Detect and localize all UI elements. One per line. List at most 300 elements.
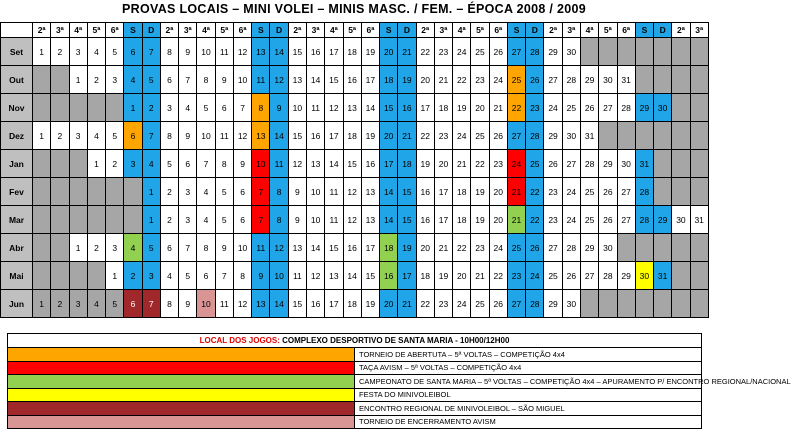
day-cell: 13 (252, 38, 270, 66)
day-cell: 7 (142, 38, 160, 66)
empty-cell (654, 66, 672, 94)
empty-cell (33, 234, 51, 262)
day-cell: 14 (343, 262, 361, 290)
day-cell: 2 (142, 94, 160, 122)
day-cell: 3 (69, 290, 87, 318)
month-label: Out (1, 66, 33, 94)
day-cell: 16 (343, 234, 361, 262)
day-cell: 28 (562, 234, 580, 262)
day-cell: 3 (160, 94, 178, 122)
day-cell: 19 (471, 206, 489, 234)
empty-cell (33, 178, 51, 206)
day-cell: 19 (398, 234, 416, 262)
day-cell: 11 (252, 234, 270, 262)
empty-cell (635, 290, 653, 318)
day-cell: 8 (197, 234, 215, 262)
day-cell: 12 (343, 178, 361, 206)
day-cell: 2 (87, 234, 105, 262)
day-cell: 1 (69, 66, 87, 94)
day-cell: 19 (471, 178, 489, 206)
day-cell: 9 (288, 178, 306, 206)
day-cell: 16 (306, 290, 324, 318)
day-cell: 12 (270, 234, 288, 262)
weekday-header: 3ª (51, 23, 69, 38)
day-cell: 27 (507, 290, 525, 318)
weekday-header: 4ª (580, 23, 598, 38)
empty-cell (690, 150, 708, 178)
day-cell: 11 (215, 290, 233, 318)
day-cell: 17 (325, 38, 343, 66)
day-cell: 27 (599, 94, 617, 122)
month-label: Nov (1, 94, 33, 122)
month-label: Jan (1, 150, 33, 178)
day-cell: 24 (453, 38, 471, 66)
empty-cell (33, 206, 51, 234)
day-cell: 14 (361, 94, 379, 122)
day-cell: 28 (562, 66, 580, 94)
day-cell: 31 (617, 66, 635, 94)
day-cell: 26 (580, 94, 598, 122)
day-cell: 4 (197, 178, 215, 206)
weekday-header: S (252, 23, 270, 38)
day-cell: 23 (471, 234, 489, 262)
empty-cell (51, 234, 69, 262)
empty-cell (106, 178, 124, 206)
day-cell: 10 (197, 122, 215, 150)
day-cell: 20 (416, 234, 434, 262)
day-cell: 10 (306, 178, 324, 206)
day-cell: 29 (617, 262, 635, 290)
day-cell: 6 (233, 178, 251, 206)
day-cell: 20 (471, 94, 489, 122)
day-cell: 24 (562, 178, 580, 206)
day-cell: 20 (380, 290, 398, 318)
day-cell: 8 (197, 66, 215, 94)
empty-cell (580, 290, 598, 318)
day-cell: 10 (288, 94, 306, 122)
empty-cell (51, 178, 69, 206)
day-cell: 5 (160, 150, 178, 178)
day-cell: 9 (179, 122, 197, 150)
day-cell: 13 (252, 290, 270, 318)
day-cell: 29 (544, 122, 562, 150)
day-cell: 31 (635, 150, 653, 178)
day-cell: 17 (416, 94, 434, 122)
weekday-header: S (635, 23, 653, 38)
weekday-header: D (654, 23, 672, 38)
empty-cell (87, 94, 105, 122)
day-cell: 1 (142, 178, 160, 206)
day-cell: 19 (416, 150, 434, 178)
day-cell: 14 (380, 178, 398, 206)
day-cell: 17 (398, 262, 416, 290)
day-cell: 6 (124, 122, 142, 150)
day-cell: 6 (197, 262, 215, 290)
day-cell: 14 (380, 206, 398, 234)
day-cell: 11 (325, 178, 343, 206)
day-cell: 23 (507, 262, 525, 290)
day-cell: 17 (434, 178, 452, 206)
month-row (1, 66, 709, 94)
day-cell: 19 (361, 38, 379, 66)
day-cell: 15 (398, 178, 416, 206)
day-cell: 21 (489, 94, 507, 122)
empty-cell (580, 38, 598, 66)
day-cell: 9 (179, 38, 197, 66)
day-cell: 22 (453, 234, 471, 262)
day-cell: 1 (124, 94, 142, 122)
day-cell: 14 (306, 66, 324, 94)
weekday-header: 2ª (33, 23, 51, 38)
weekday-header: D (142, 23, 160, 38)
legend-text: TORNEIO DE ENCERRAMENTO AVISM (355, 415, 702, 429)
day-cell: 6 (160, 234, 178, 262)
day-cell: 22 (526, 206, 544, 234)
day-cell: 25 (544, 262, 562, 290)
empty-cell (654, 38, 672, 66)
empty-cell (654, 234, 672, 262)
weekday-header: D (526, 23, 544, 38)
day-cell: 31 (690, 206, 708, 234)
day-cell: 14 (270, 38, 288, 66)
header-corner (1, 23, 33, 38)
day-cell: 28 (580, 150, 598, 178)
empty-cell (106, 206, 124, 234)
day-cell: 1 (142, 206, 160, 234)
legend-text: ENCONTRO REGIONAL DE MINIVOLEIBOL – SÃO MIGUEL (355, 402, 702, 416)
day-cell: 14 (306, 234, 324, 262)
empty-cell (635, 38, 653, 66)
day-cell: 26 (526, 234, 544, 262)
day-cell: 3 (69, 122, 87, 150)
day-cell: 18 (453, 206, 471, 234)
day-cell: 5 (106, 38, 124, 66)
empty-cell (599, 290, 617, 318)
day-cell: 22 (507, 94, 525, 122)
day-cell: 12 (233, 38, 251, 66)
empty-cell (51, 150, 69, 178)
day-cell: 23 (544, 206, 562, 234)
day-cell: 26 (526, 66, 544, 94)
day-cell: 21 (434, 66, 452, 94)
empty-cell (106, 94, 124, 122)
day-cell: 9 (270, 94, 288, 122)
day-cell: 27 (580, 262, 598, 290)
day-cell: 21 (507, 206, 525, 234)
day-cell: 27 (507, 38, 525, 66)
legend-text: TAÇA AVISM – 5ª VOLTAS – COMPETIÇÃO 4x4 (355, 361, 702, 375)
empty-cell (690, 234, 708, 262)
empty-cell (690, 290, 708, 318)
day-cell: 6 (179, 150, 197, 178)
day-cell: 30 (599, 66, 617, 94)
day-cell: 5 (142, 66, 160, 94)
day-cell: 10 (197, 38, 215, 66)
day-cell: 16 (398, 94, 416, 122)
weekday-header: D (270, 23, 288, 38)
day-cell: 17 (325, 122, 343, 150)
legend-item (8, 375, 702, 389)
day-cell: 28 (599, 262, 617, 290)
day-cell: 21 (398, 122, 416, 150)
day-cell: 21 (398, 38, 416, 66)
weekday-header: 3ª (562, 23, 580, 38)
day-cell: 7 (252, 206, 270, 234)
day-cell: 12 (233, 122, 251, 150)
day-cell: 2 (160, 178, 178, 206)
day-cell: 24 (453, 122, 471, 150)
day-cell: 5 (106, 290, 124, 318)
day-cell: 2 (51, 122, 69, 150)
day-cell: 8 (252, 94, 270, 122)
legend-item (8, 388, 702, 402)
day-cell: 11 (306, 94, 324, 122)
day-cell: 16 (306, 38, 324, 66)
day-cell: 21 (434, 234, 452, 262)
day-cell: 12 (288, 150, 306, 178)
weekday-header: 5ª (215, 23, 233, 38)
day-cell: 17 (361, 234, 379, 262)
legend-header (8, 334, 702, 348)
day-cell: 8 (160, 290, 178, 318)
day-cell: 2 (87, 66, 105, 94)
day-cell: 24 (526, 262, 544, 290)
day-cell: 7 (142, 122, 160, 150)
day-cell: 15 (343, 150, 361, 178)
month-label: Fev (1, 178, 33, 206)
day-cell: 26 (544, 150, 562, 178)
day-cell: 3 (106, 66, 124, 94)
weekday-header: 5ª (343, 23, 361, 38)
day-cell: 26 (562, 262, 580, 290)
day-cell: 7 (197, 150, 215, 178)
day-cell: 1 (106, 262, 124, 290)
day-cell: 21 (398, 290, 416, 318)
day-cell: 19 (398, 66, 416, 94)
day-cell: 9 (288, 206, 306, 234)
day-cell: 30 (562, 38, 580, 66)
day-cell: 23 (489, 150, 507, 178)
weekday-header: 6ª (106, 23, 124, 38)
empty-cell (69, 94, 87, 122)
legend-swatch (8, 361, 355, 375)
day-cell: 6 (124, 38, 142, 66)
empty-cell (690, 178, 708, 206)
day-cell: 27 (544, 234, 562, 262)
weekday-header: 5ª (599, 23, 617, 38)
day-cell: 29 (580, 234, 598, 262)
day-cell: 17 (325, 290, 343, 318)
empty-cell (124, 178, 142, 206)
day-cell: 27 (617, 206, 635, 234)
day-cell: 25 (507, 66, 525, 94)
month-row (1, 234, 709, 262)
day-cell: 19 (361, 290, 379, 318)
legend-text: CAMPEONATO DE SANTA MARIA – 5ª VOLTAS – COMPETIÇÃO 4x4 – APURAMENTO P/ ENCONTRO REGIONAL/NACIONAL (355, 375, 702, 389)
day-cell: 7 (215, 262, 233, 290)
legend-item (8, 348, 702, 362)
weekday-header: S (124, 23, 142, 38)
legend-swatch (8, 388, 355, 402)
weekday-header: 6ª (233, 23, 251, 38)
day-cell: 11 (252, 66, 270, 94)
day-cell: 15 (361, 262, 379, 290)
day-cell: 24 (453, 290, 471, 318)
day-cell: 20 (489, 178, 507, 206)
legend-item (8, 361, 702, 375)
day-cell: 27 (617, 178, 635, 206)
day-cell: 2 (124, 262, 142, 290)
legend-table (7, 333, 791, 429)
day-cell: 28 (617, 94, 635, 122)
empty-cell (672, 38, 690, 66)
day-cell: 10 (252, 150, 270, 178)
day-cell: 25 (471, 290, 489, 318)
empty-cell (69, 150, 87, 178)
day-cell: 26 (599, 178, 617, 206)
month-label: Jun (1, 290, 33, 318)
day-cell: 5 (215, 206, 233, 234)
day-cell: 3 (69, 38, 87, 66)
day-cell: 13 (306, 150, 324, 178)
day-cell: 9 (252, 262, 270, 290)
legend-swatch (8, 375, 355, 389)
day-cell: 20 (453, 262, 471, 290)
day-cell: 10 (306, 206, 324, 234)
empty-cell (672, 150, 690, 178)
weekday-header: 4ª (69, 23, 87, 38)
day-cell: 8 (160, 122, 178, 150)
weekday-header: S (380, 23, 398, 38)
day-cell: 22 (471, 150, 489, 178)
weekday-header: 4ª (325, 23, 343, 38)
empty-cell (617, 234, 635, 262)
day-cell: 11 (325, 206, 343, 234)
day-cell: 22 (416, 38, 434, 66)
day-cell: 24 (507, 150, 525, 178)
day-cell: 26 (489, 38, 507, 66)
empty-cell (672, 262, 690, 290)
day-cell: 8 (270, 206, 288, 234)
day-cell: 8 (215, 150, 233, 178)
empty-cell (69, 206, 87, 234)
month-row (1, 178, 709, 206)
day-cell: 11 (215, 38, 233, 66)
day-cell: 13 (343, 94, 361, 122)
day-cell: 2 (106, 150, 124, 178)
empty-cell (654, 290, 672, 318)
day-cell: 30 (562, 122, 580, 150)
day-cell: 24 (489, 234, 507, 262)
day-cell: 31 (580, 122, 598, 150)
empty-cell (69, 178, 87, 206)
empty-cell (654, 150, 672, 178)
empty-cell (672, 94, 690, 122)
month-row (1, 94, 709, 122)
empty-cell (51, 66, 69, 94)
day-cell: 1 (33, 38, 51, 66)
day-cell: 10 (233, 66, 251, 94)
empty-cell (635, 122, 653, 150)
day-cell: 15 (288, 38, 306, 66)
day-cell: 29 (654, 206, 672, 234)
legend-item (8, 415, 702, 429)
day-cell: 22 (453, 66, 471, 94)
day-cell: 6 (160, 66, 178, 94)
day-cell: 29 (580, 66, 598, 94)
day-cell: 30 (617, 150, 635, 178)
empty-cell (672, 66, 690, 94)
day-cell: 25 (562, 94, 580, 122)
day-cell: 3 (124, 150, 142, 178)
weekday-header: 3ª (306, 23, 324, 38)
day-cell: 3 (179, 206, 197, 234)
weekday-header: 3ª (179, 23, 197, 38)
day-cell: 27 (562, 150, 580, 178)
day-cell: 25 (471, 38, 489, 66)
weekday-header: 3ª (434, 23, 452, 38)
day-cell: 29 (544, 290, 562, 318)
empty-cell (690, 66, 708, 94)
day-cell: 6 (124, 290, 142, 318)
empty-cell (617, 38, 635, 66)
day-cell: 16 (361, 150, 379, 178)
day-cell: 12 (325, 94, 343, 122)
weekday-header: 2ª (544, 23, 562, 38)
empty-cell (635, 234, 653, 262)
day-cell: 19 (434, 262, 452, 290)
day-cell: 22 (416, 290, 434, 318)
day-cell: 4 (160, 262, 178, 290)
day-cell: 1 (69, 234, 87, 262)
day-cell: 25 (526, 150, 544, 178)
day-cell: 7 (179, 66, 197, 94)
day-cell: 18 (434, 94, 452, 122)
empty-cell (617, 290, 635, 318)
day-cell: 13 (361, 178, 379, 206)
day-cell: 23 (434, 122, 452, 150)
legend-text: FESTA DO MINIVOLEIBOL (355, 388, 702, 402)
day-cell: 11 (270, 150, 288, 178)
day-cell: 12 (233, 290, 251, 318)
day-cell: 23 (471, 66, 489, 94)
day-cell: 10 (270, 262, 288, 290)
month-row (1, 38, 709, 66)
day-cell: 23 (526, 94, 544, 122)
legend-header-venue: COMPLEXO DESPORTIVO DE SANTA MARIA - 10H00/12H00 (279, 336, 510, 345)
day-cell: 4 (87, 38, 105, 66)
empty-cell (599, 122, 617, 150)
day-cell: 28 (635, 206, 653, 234)
month-row (1, 262, 709, 290)
weekday-header: 4ª (197, 23, 215, 38)
weekday-header: 2ª (672, 23, 690, 38)
day-cell: 9 (215, 234, 233, 262)
empty-cell (87, 262, 105, 290)
day-cell: 5 (179, 262, 197, 290)
day-cell: 17 (361, 66, 379, 94)
empty-cell (69, 262, 87, 290)
day-cell: 3 (179, 178, 197, 206)
weekday-header: 2ª (288, 23, 306, 38)
empty-cell (87, 206, 105, 234)
day-cell: 1 (33, 122, 51, 150)
empty-cell (672, 290, 690, 318)
day-cell: 29 (599, 150, 617, 178)
day-cell: 28 (526, 290, 544, 318)
day-cell: 29 (635, 94, 653, 122)
empty-cell (33, 66, 51, 94)
